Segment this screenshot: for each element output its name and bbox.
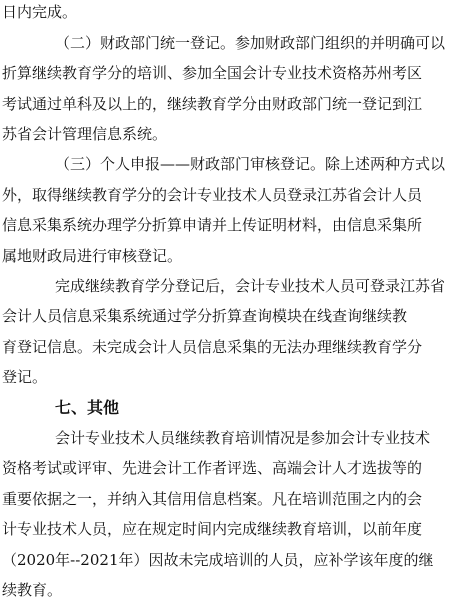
text-line: 属地财政局进行审核登记。 bbox=[2, 247, 183, 265]
text-line: 折算继续教育学分的培训、参加全国会计专业技术资格苏州考区 bbox=[2, 64, 423, 82]
text-line: 会计人员信息采集系统通过学分折算查询模块在线查询继续教 bbox=[2, 307, 408, 325]
text-line: 计专业技术人员，应在规定时间内完成继续教育培训，以前年度 bbox=[2, 520, 423, 538]
text-line: 考试通过单科及以上的，继续教育学分由财政部门统一登记到江 bbox=[2, 95, 423, 113]
text-line: （2020年--2021年）因故未完成培训的人员，应补学该年度的继 bbox=[2, 551, 434, 569]
text-line: 育登记信息。未完成会计人员信息采集的无法办理继续教育学分 bbox=[2, 338, 423, 356]
section-heading: 七、其他 bbox=[55, 398, 120, 417]
text-line: 苏省会计管理信息系统。 bbox=[2, 125, 168, 143]
text-line: 资格考试或评审、先进会计工作者评选、高端会计人才选拔等的 bbox=[2, 459, 423, 477]
text-line: 会计专业技术人员继续教育培训情况是参加会计专业技术 bbox=[55, 429, 431, 447]
text-line: （三）个人申报——财政部门审核登记。除上述两种方式以 bbox=[55, 155, 446, 173]
text-line: 续教育。 bbox=[2, 581, 63, 599]
text-line: （二）财政部门统一登记。参加财政部门组织的并明确可以 bbox=[55, 34, 446, 52]
text-line: 日内完成。 bbox=[2, 3, 78, 21]
text-line: 外，取得继续教育学分的会计专业技术人员登录江苏省会计人员 bbox=[2, 186, 423, 204]
text-line: 登记。 bbox=[2, 368, 48, 386]
text-line: 完成继续教育学分登记后，会计专业技术人员可登录江苏省 bbox=[55, 277, 446, 295]
text-line: 信息采集系统办理学分折算申请并上传证明材料，由信息采集所 bbox=[2, 216, 423, 234]
text-line: 重要依据之一，并纳入其信用信息档案。凡在培训范围之内的会 bbox=[2, 490, 423, 508]
